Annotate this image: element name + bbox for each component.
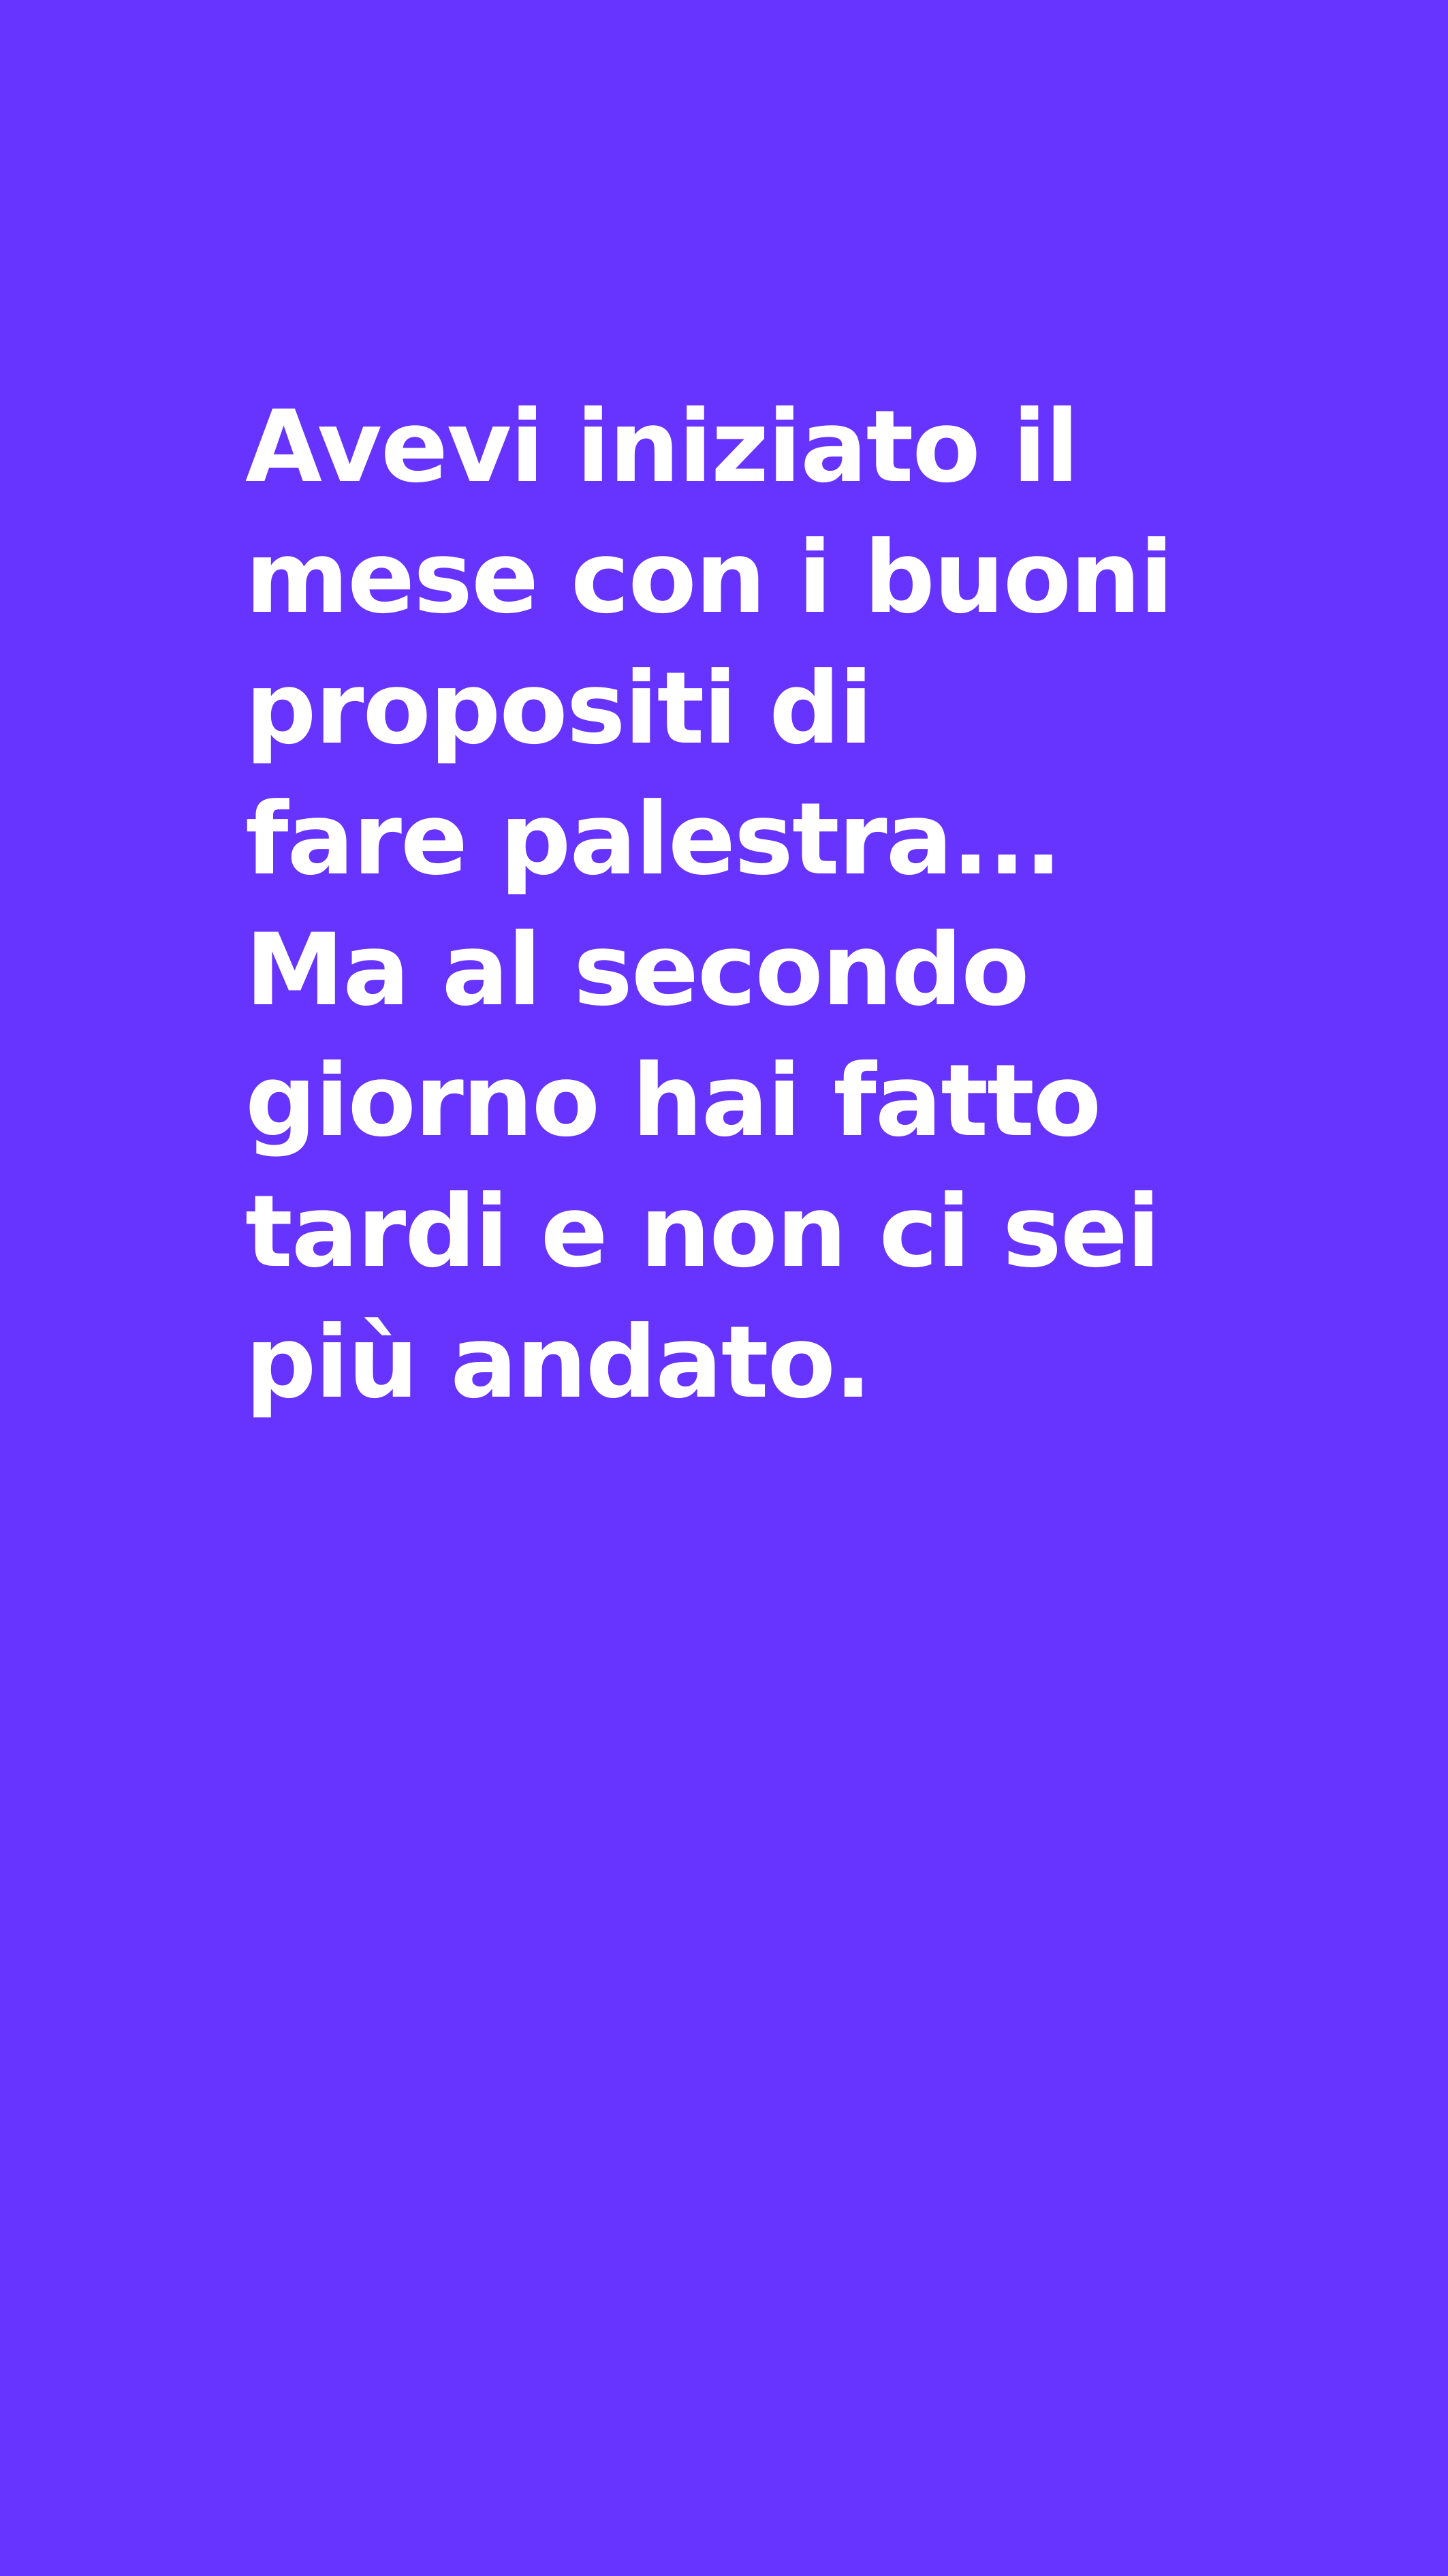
text-line-8: più andato. xyxy=(245,1305,871,1421)
text-line-7: tardi e non ci sei xyxy=(245,1174,1159,1290)
text-line-1: Avevi iniziato il xyxy=(245,389,1078,505)
text-line-5: Ma al secondo xyxy=(245,912,1028,1028)
story-text xyxy=(245,382,1267,1428)
text-line-6: giorno hai fatto xyxy=(245,1043,1101,1159)
text-line-2: mese con i buoni xyxy=(245,520,1173,636)
text-line-4: fare palestra... xyxy=(245,781,1061,897)
text-line-3: propositi di xyxy=(245,651,872,766)
